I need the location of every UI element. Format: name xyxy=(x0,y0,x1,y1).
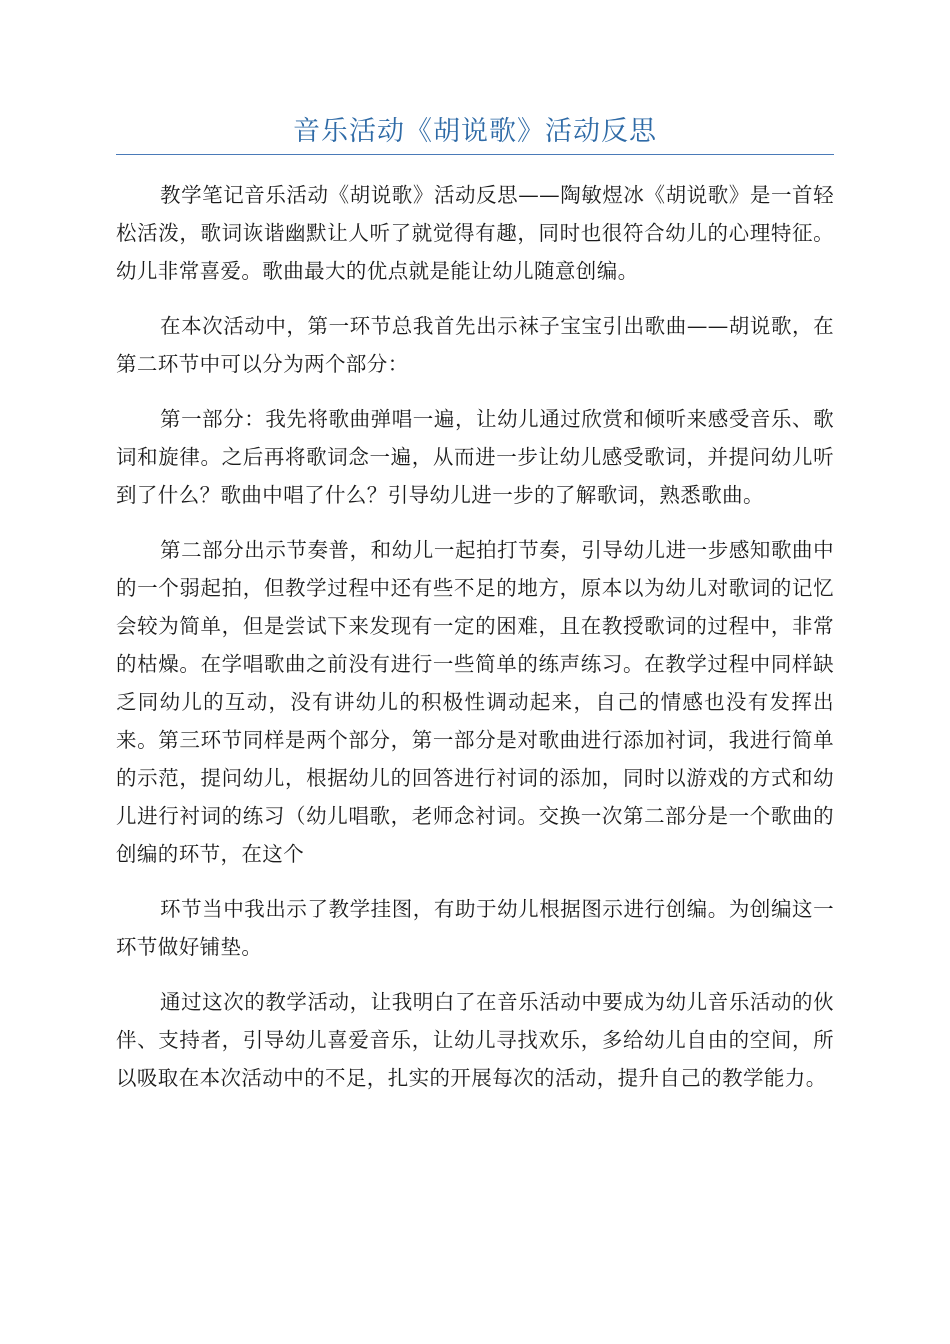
document-body xyxy=(116,176,834,1114)
paragraph-part-one: 第一部分：我先将歌曲弹唱一遍，让幼儿通过欣赏和倾听来感受音乐、歌词和旋律。之后再将歌词念一遍，从而进一步让幼儿感受歌词，并提问幼儿听到了什么？歌曲中唱了什么？引导幼儿进一步的了解歌词，熟悉歌曲。 xyxy=(116,407,834,507)
paragraph-part-two: 第二部分出示节奏普，和幼儿一起拍打节奏，引导幼儿进一步感知歌曲中的一个弱起拍，但教学过程中还有些不足的地方，原本以为幼儿对歌词的记忆会较为简单，但是尝试下来发现有一定的困难，且在教授歌词的过程中，非常的枯燥。在学唱歌曲之前没有进行一些简单的练声练习。在教学过程中同样缺乏同幼儿的互动，没有讲幼儿的积极性调动起来，自己的情感也没有发挥出来。第三环节同样是两个部分，第一部分是对歌曲进行添加衬词，我进行简单的示范，提问幼儿，根据幼儿的回答进行衬词的添加，同时以游戏的方式和幼儿进行衬词的练习（幼儿唱歌，老师念衬词。交换一次第二部分是一个歌曲的创编的环节，在这个 xyxy=(116,538,834,866)
document-title: 音乐活动《胡说歌》活动反思 xyxy=(293,116,657,147)
paragraph-intro: 教学笔记音乐活动《胡说歌》活动反思——陶敏煜冰《胡说歌》是一首轻松活泼，歌词诙谐幽默让人听了就觉得有趣，同时也很符合幼儿的心理特征。幼儿非常喜爱。歌曲最大的优点就是能让幼儿随意创编。 xyxy=(116,183,834,283)
paragraph-activity-overview: 在本次活动中，第一环节总我首先出示袜子宝宝引出歌曲——胡说歌，在第二环节中可以分为两个部分： xyxy=(116,314,834,376)
paragraph-wall-chart: 环节当中我出示了教学挂图，有助于幼儿根据图示进行创编。为创编这一环节做好铺垫。 xyxy=(116,897,834,959)
title-underline xyxy=(116,154,834,155)
paragraph-conclusion: 通过这次的教学活动，让我明白了在音乐活动中要成为幼儿音乐活动的伙伴、支持者，引导幼儿喜爱音乐，让幼儿寻找欢乐，多给幼儿自由的空间，所以吸取在本次活动中的不足，扎实的开展每次的活动，提升自己的教学能力。 xyxy=(116,990,834,1090)
